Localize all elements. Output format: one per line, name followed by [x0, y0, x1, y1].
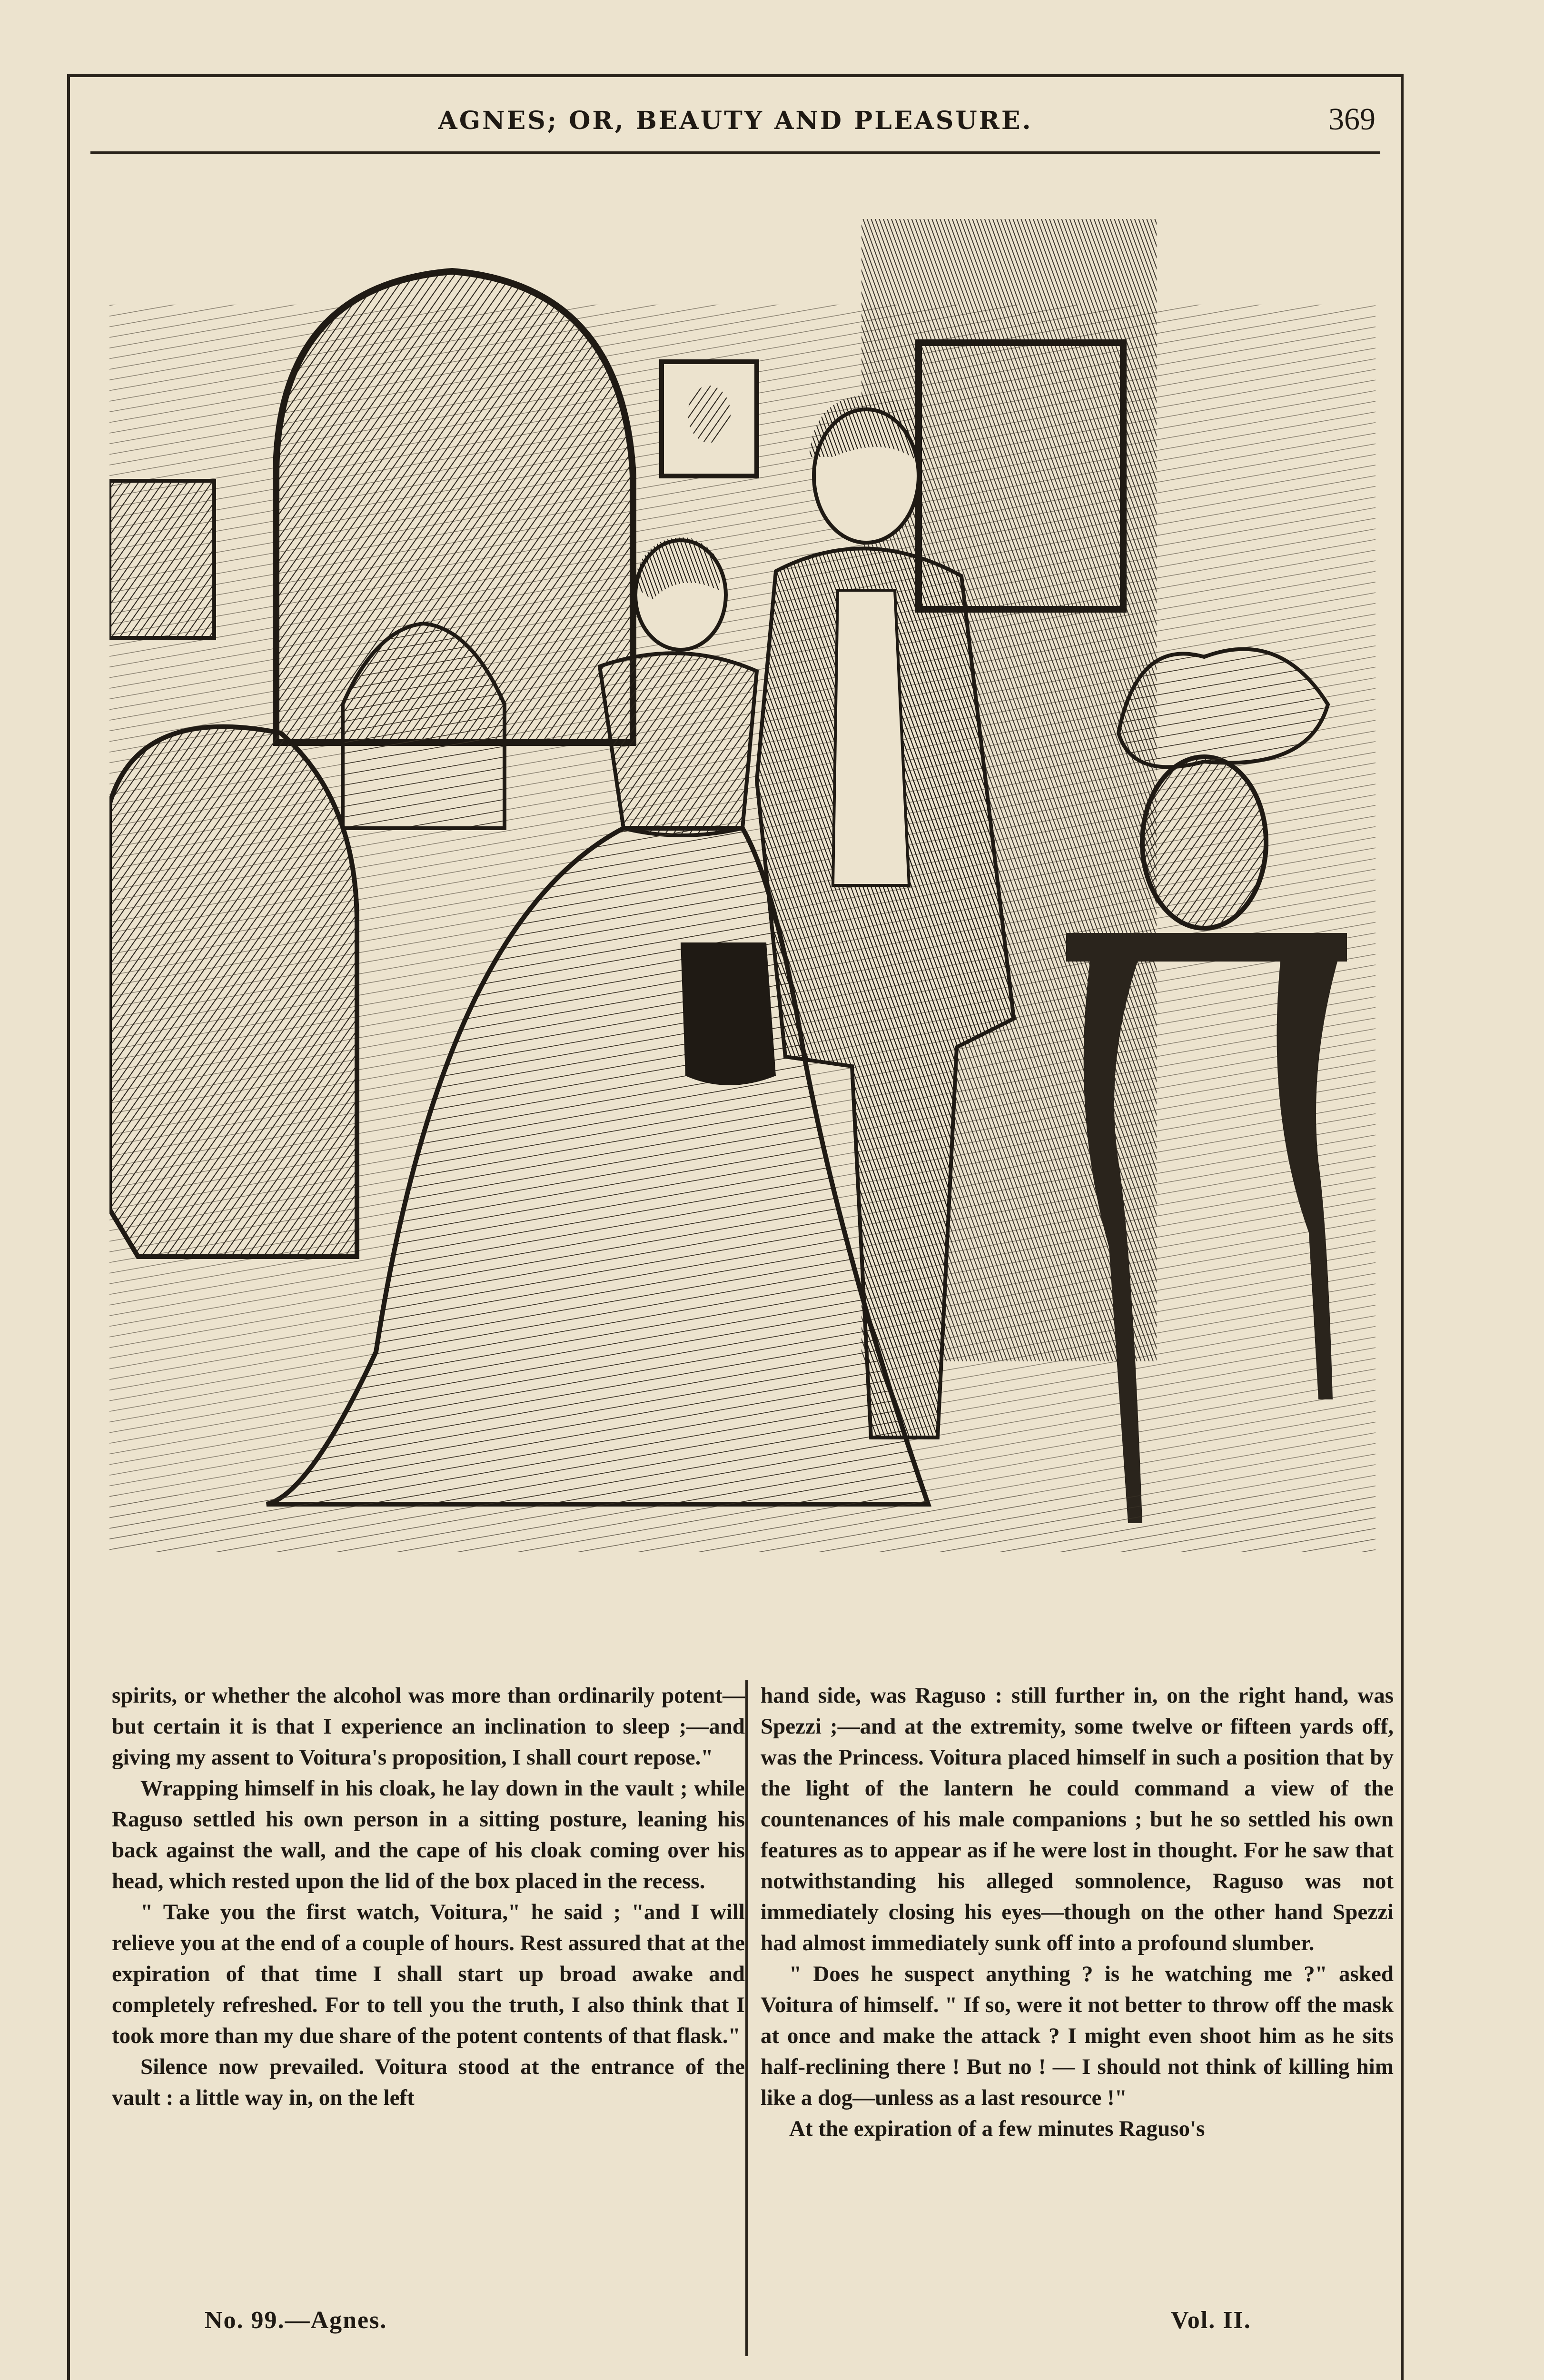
woman-bodice [600, 653, 757, 835]
top-hat [681, 942, 776, 1085]
armchair [109, 727, 357, 1257]
paragraph: Silence now prevailed. Voitura stood at the entrance of the vault : a little way in, on the left [112, 2054, 745, 2110]
paragraph: Wrapping himself in his cloak, he lay down in the vault ; while Raguso settled his own person in a sitting posture, leaning his back against the wall, and the cape of his cloak coming over his head, which rested upon the lid of the box placed in the recess. [112, 1776, 745, 1894]
header-rule [90, 151, 1380, 154]
paragraph: " Does he suspect anything ? is he watching me ?" asked Voitura of himself. " If so, were it not better to throw off the mask at once and make the attack ? I might even shoot him as he sits half-reclining there ! But no ! — I should not think of killing him like a dog—unless as a last resource !" [761, 1962, 1394, 2110]
wall-frame [109, 481, 214, 638]
signature-mark-left: No. 99.—Agnes. [205, 2307, 387, 2334]
paragraph: hand side, was Raguso : still further in, on the right hand, was Spezzi ;—and at the extremity, some twelve or fifteen yards off, was the Princess. Voitura placed himself in such a position that by the light of the lantern he could command a view of the countenances of his male companions ; but he so settled his own features as to appear as if he were lost in thought. For he saw that notwithstanding his alleged somnolence, Raguso was not immediately closing his eyes—though on the other hand Spezzi had almost immediately sunk off into a profound slumber. [761, 1683, 1394, 1955]
vase [1142, 757, 1266, 928]
floor [109, 1495, 1376, 1552]
paragraph: At the expiration of a few minutes Raguso's [789, 2116, 1205, 2141]
paragraph: spirits, or whether the alcohol was more than ordinarily potent—but certain it is that I experience an inclination to sleep ;—and giving my assent to Voitura's proposition, I shall court repose." [112, 1683, 745, 1770]
flower-bouquet [1118, 649, 1328, 767]
right-text-column [761, 1680, 1394, 2144]
man-waistcoat [833, 590, 909, 885]
engraving-illustration [109, 209, 1376, 1628]
signature-mark-right: Vol. II. [1171, 2307, 1251, 2334]
left-text-column [112, 1680, 745, 2113]
page-number: 369 [1328, 102, 1376, 137]
running-title: AGNES; OR, BEAUTY AND PLEASURE. [438, 106, 1033, 135]
paragraph: " Take you the first watch, Voitura," he said ; "and I will relieve you at the end of a couple of hours. Rest assured that at the expiration of that time I shall start up broad awake and completely refreshed. For to tell you the truth, I also think that I took more than my due share of the potent contents of that flask." [112, 1900, 745, 2048]
portrait-face [688, 386, 731, 443]
side-table-top [1066, 933, 1347, 962]
running-head [90, 98, 1380, 150]
column-divider [745, 1680, 748, 2356]
